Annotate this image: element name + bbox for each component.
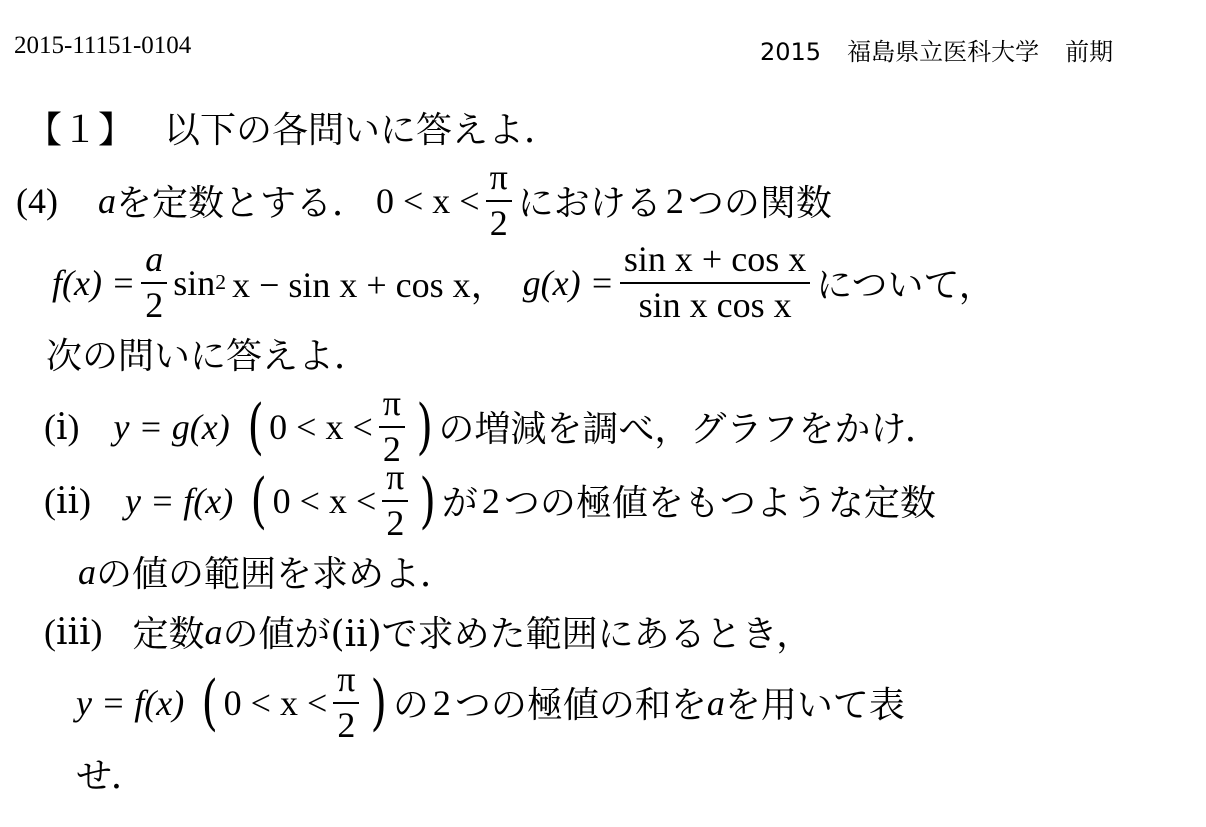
- pi-over-2: $\frac{\pi}{2}$: [486, 158, 512, 243]
- f-rest: x − sin x + cos x，: [232, 265, 507, 306]
- q2-var-a: a: [78, 551, 96, 592]
- q3-text-2: の値が(ⅱ)で求めた範囲にあるとき，: [222, 614, 813, 655]
- g-fraction: $\frac{\text{sin x + cos x}}{\text{sin x cos x}}$: [620, 240, 810, 325]
- f-sin: sin: [173, 262, 216, 303]
- a-over-2: $\frac{a}{2}$: [141, 240, 167, 325]
- q1-condition: 0 < x <: [269, 406, 373, 447]
- intro-text-2: における: [517, 183, 662, 225]
- q3-equation: y = f(x): [76, 682, 185, 723]
- q1-equation: y = g(x): [113, 406, 230, 447]
- part-label: (4): [16, 180, 58, 221]
- domain-condition: 0 < x <: [376, 180, 480, 221]
- instruction-text: 次の問いに答えよ．: [46, 336, 371, 377]
- q3-text-5: を用いて表: [724, 685, 905, 727]
- question-2: (ⅱ) y = f(x) ( 0 < x < $\frac{\pi}{2}$ ) が 2 つの極値をもつような定数: [44, 457, 936, 543]
- q2-condition: 0 < x <: [272, 480, 377, 521]
- intro-line: [16, 158, 832, 243]
- q3-var-a-2: a: [706, 682, 725, 723]
- q3-text-3: の: [392, 685, 429, 727]
- q3-text-1: 定数: [132, 614, 205, 655]
- q1-label: (ⅰ): [44, 406, 80, 447]
- question-2-cont: [78, 546, 456, 597]
- document-id: 2015-11151-0104: [14, 32, 192, 59]
- question-3-end: [76, 748, 147, 799]
- q3-count: 2: [432, 682, 451, 723]
- f-lhs: f(x) =: [52, 262, 136, 303]
- count-two: 2: [665, 180, 684, 221]
- q2-pi-over-2: $\frac{\pi}{2}$: [382, 458, 408, 543]
- intro-text: を定数とする．: [115, 183, 368, 225]
- instruction-line: [46, 328, 370, 379]
- q3-label: (ⅲ): [44, 611, 103, 652]
- university-name: 福島県立医科大学: [847, 38, 1040, 66]
- exam-year: 2015: [760, 38, 822, 66]
- function-definitions: [52, 240, 995, 325]
- q1-text: の増減を調べ，グラフをかけ．: [438, 409, 941, 451]
- f-exponent: 2: [215, 270, 227, 295]
- var-a: a: [97, 180, 116, 221]
- q3-text-4: つの極値の和を: [454, 685, 707, 727]
- question-1: (ⅰ) y = g(x) ( 0 < x < $\frac{\pi}{2}$ ) の増減を調べ，グラフをかけ．: [44, 383, 941, 469]
- q3-pi-over-2: $\frac{\pi}{2}$: [333, 660, 359, 745]
- question-3-cont: y = f(x) ( 0 < x < $\frac{\pi}{2}$ ) の 2 つの極値の和を a を用いて表: [76, 659, 905, 745]
- heading-text: 以下の各問いに答えよ．: [164, 110, 561, 151]
- q3-var-a: a: [204, 611, 223, 652]
- problem-number: 【１】: [26, 110, 135, 151]
- q2-count: 2: [481, 480, 500, 521]
- exam-session: 前期: [1065, 38, 1114, 66]
- g-lhs: g(x) =: [522, 262, 614, 303]
- g-after-text: について，: [816, 265, 995, 307]
- question-3: [44, 606, 812, 657]
- problem-heading: [26, 102, 560, 153]
- q2-text-1: が: [441, 483, 478, 525]
- q2-text-2: つの極値をもつような定数: [503, 483, 936, 525]
- q2-label: (ⅱ): [44, 480, 92, 521]
- q3-condition: 0 < x <: [223, 682, 328, 723]
- intro-text-3: つの関数: [687, 183, 832, 225]
- q3-text-6: せ．: [76, 756, 147, 797]
- exam-source: [760, 32, 1139, 67]
- q2-text-3: の値の範囲を求めよ．: [96, 554, 457, 595]
- q1-pi-over-2: $\frac{\pi}{2}$: [379, 384, 405, 469]
- q2-equation: y = f(x): [125, 480, 234, 521]
